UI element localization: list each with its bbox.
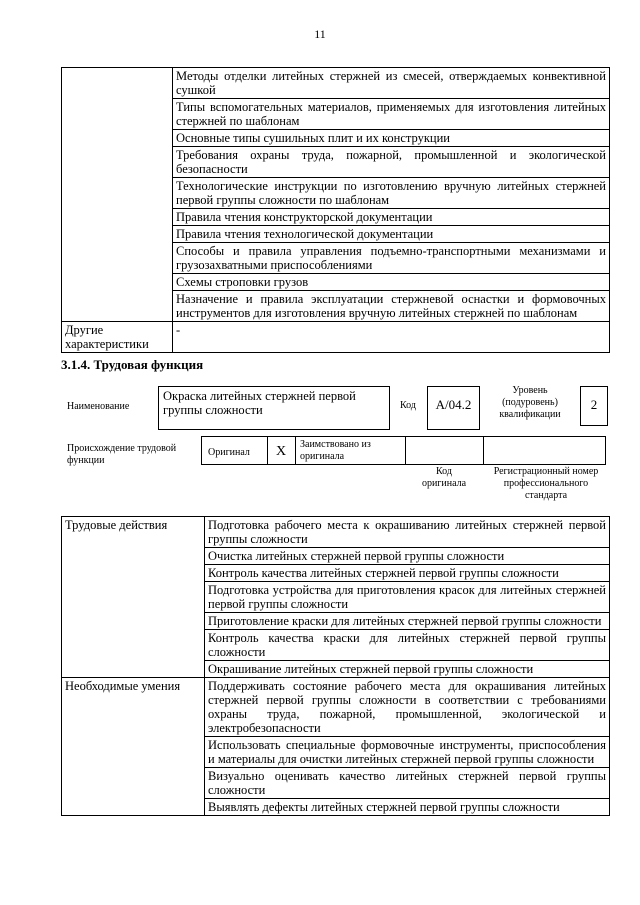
section-title: 3.1.4. Трудовая функция xyxy=(61,357,204,372)
reg-number-caption: Регистрационный номер профессионального стандарта xyxy=(493,466,599,501)
table-row xyxy=(62,322,610,353)
knowledge-item: Основные типы сушильных плит и их конструкции xyxy=(173,130,610,147)
origin-divider xyxy=(405,436,484,465)
original-mark: X xyxy=(276,444,287,459)
code-original-caption: Код оригинала xyxy=(421,466,467,489)
origin-box xyxy=(201,436,606,465)
other-characteristics-value: - xyxy=(173,322,610,353)
skills-label: Необходимые умения xyxy=(62,678,205,816)
original-label: Оригинал xyxy=(208,447,250,458)
skill-item: Выявлять дефекты литейных стержней первой группы сложности xyxy=(205,799,610,816)
knowledge-item: Правила чтения конструкторской документации xyxy=(173,209,610,226)
action-item: Очистка литейных стержней первой группы сложности xyxy=(205,548,610,565)
code-value: А/04.2 xyxy=(427,386,480,430)
knowledge-item: Технологические инструкции по изготовлению вручную литейных стержней первой группы сложности по шаблонам xyxy=(173,178,610,209)
skill-item: Визуально оценивать качество литейных стержней первой группы сложности xyxy=(205,768,610,799)
knowledge-item: Назначение и правила эксплуатации стержневой оснастки и формовочных инструментов для изготовления вручную литейных стержней по шаблонам xyxy=(173,291,610,322)
name-label: Наименование xyxy=(67,401,130,412)
action-item: Подготовка рабочего места к окрашиванию литейных стержней первой группы сложности xyxy=(205,517,610,548)
table-row xyxy=(62,678,610,737)
action-item: Контроль качества литейных стержней первой группы сложности xyxy=(205,565,610,582)
knowledge-item: Правила чтения технологической документации xyxy=(173,226,610,243)
actions-label: Трудовые действия xyxy=(62,517,205,678)
origin-label: Происхождение трудовой функции xyxy=(67,443,177,466)
table-row xyxy=(62,517,610,548)
action-item: Окрашивание литейных стержней первой группы сложности xyxy=(205,661,610,678)
knowledge-item: Типы вспомогательных материалов, применяемых для изготовления литейных стержней по шаблонам xyxy=(173,99,610,130)
page-number: 11 xyxy=(314,27,326,41)
knowledge-item: Методы отделки литейных стержней из смесей, отверждаемых конвективной сушкой xyxy=(173,68,610,99)
row-label-empty xyxy=(62,68,173,322)
other-characteristics-label: Другие характеристики xyxy=(62,322,173,353)
knowledge-item: Требования охраны труда, пожарной, промышленной и экологической безопасности xyxy=(173,147,610,178)
skill-item: Поддерживать состояние рабочего места для окрашивания литейных стержней первой группы сложности в соответствии с требованиями охраны труда, пожарной, промышленной, экологической и электробезопасности xyxy=(205,678,610,737)
level-label: Уровень (подуровень) квалификации xyxy=(499,385,561,420)
action-item: Приготовление краски для литейных стержней первой группы сложности xyxy=(205,613,610,630)
skill-item: Использовать специальные формовочные инструменты, приспособления и материалы для очистки литейных стержней первой группы сложности xyxy=(205,737,610,768)
action-item: Подготовка устройства для приготовления красок для литейных стержней первой группы сложности xyxy=(205,582,610,613)
borrowed-label: Заимствовано из оригинала xyxy=(300,439,371,462)
action-item: Контроль качества краски для литейных стержней первой группы сложности xyxy=(205,630,610,661)
level-value: 2 xyxy=(580,386,608,426)
knowledge-table xyxy=(61,67,610,353)
function-table xyxy=(61,516,610,816)
knowledge-item: Способы и правила управления подъемно-транспортными механизмами и грузозахватными приспособлениями xyxy=(173,243,610,274)
code-label: Код xyxy=(400,400,416,411)
table-row xyxy=(62,68,610,99)
function-name-box xyxy=(158,386,390,430)
function-name-value: Окраска литейных стержней первой группы сложности xyxy=(163,389,356,417)
knowledge-item: Схемы строповки грузов xyxy=(173,274,610,291)
